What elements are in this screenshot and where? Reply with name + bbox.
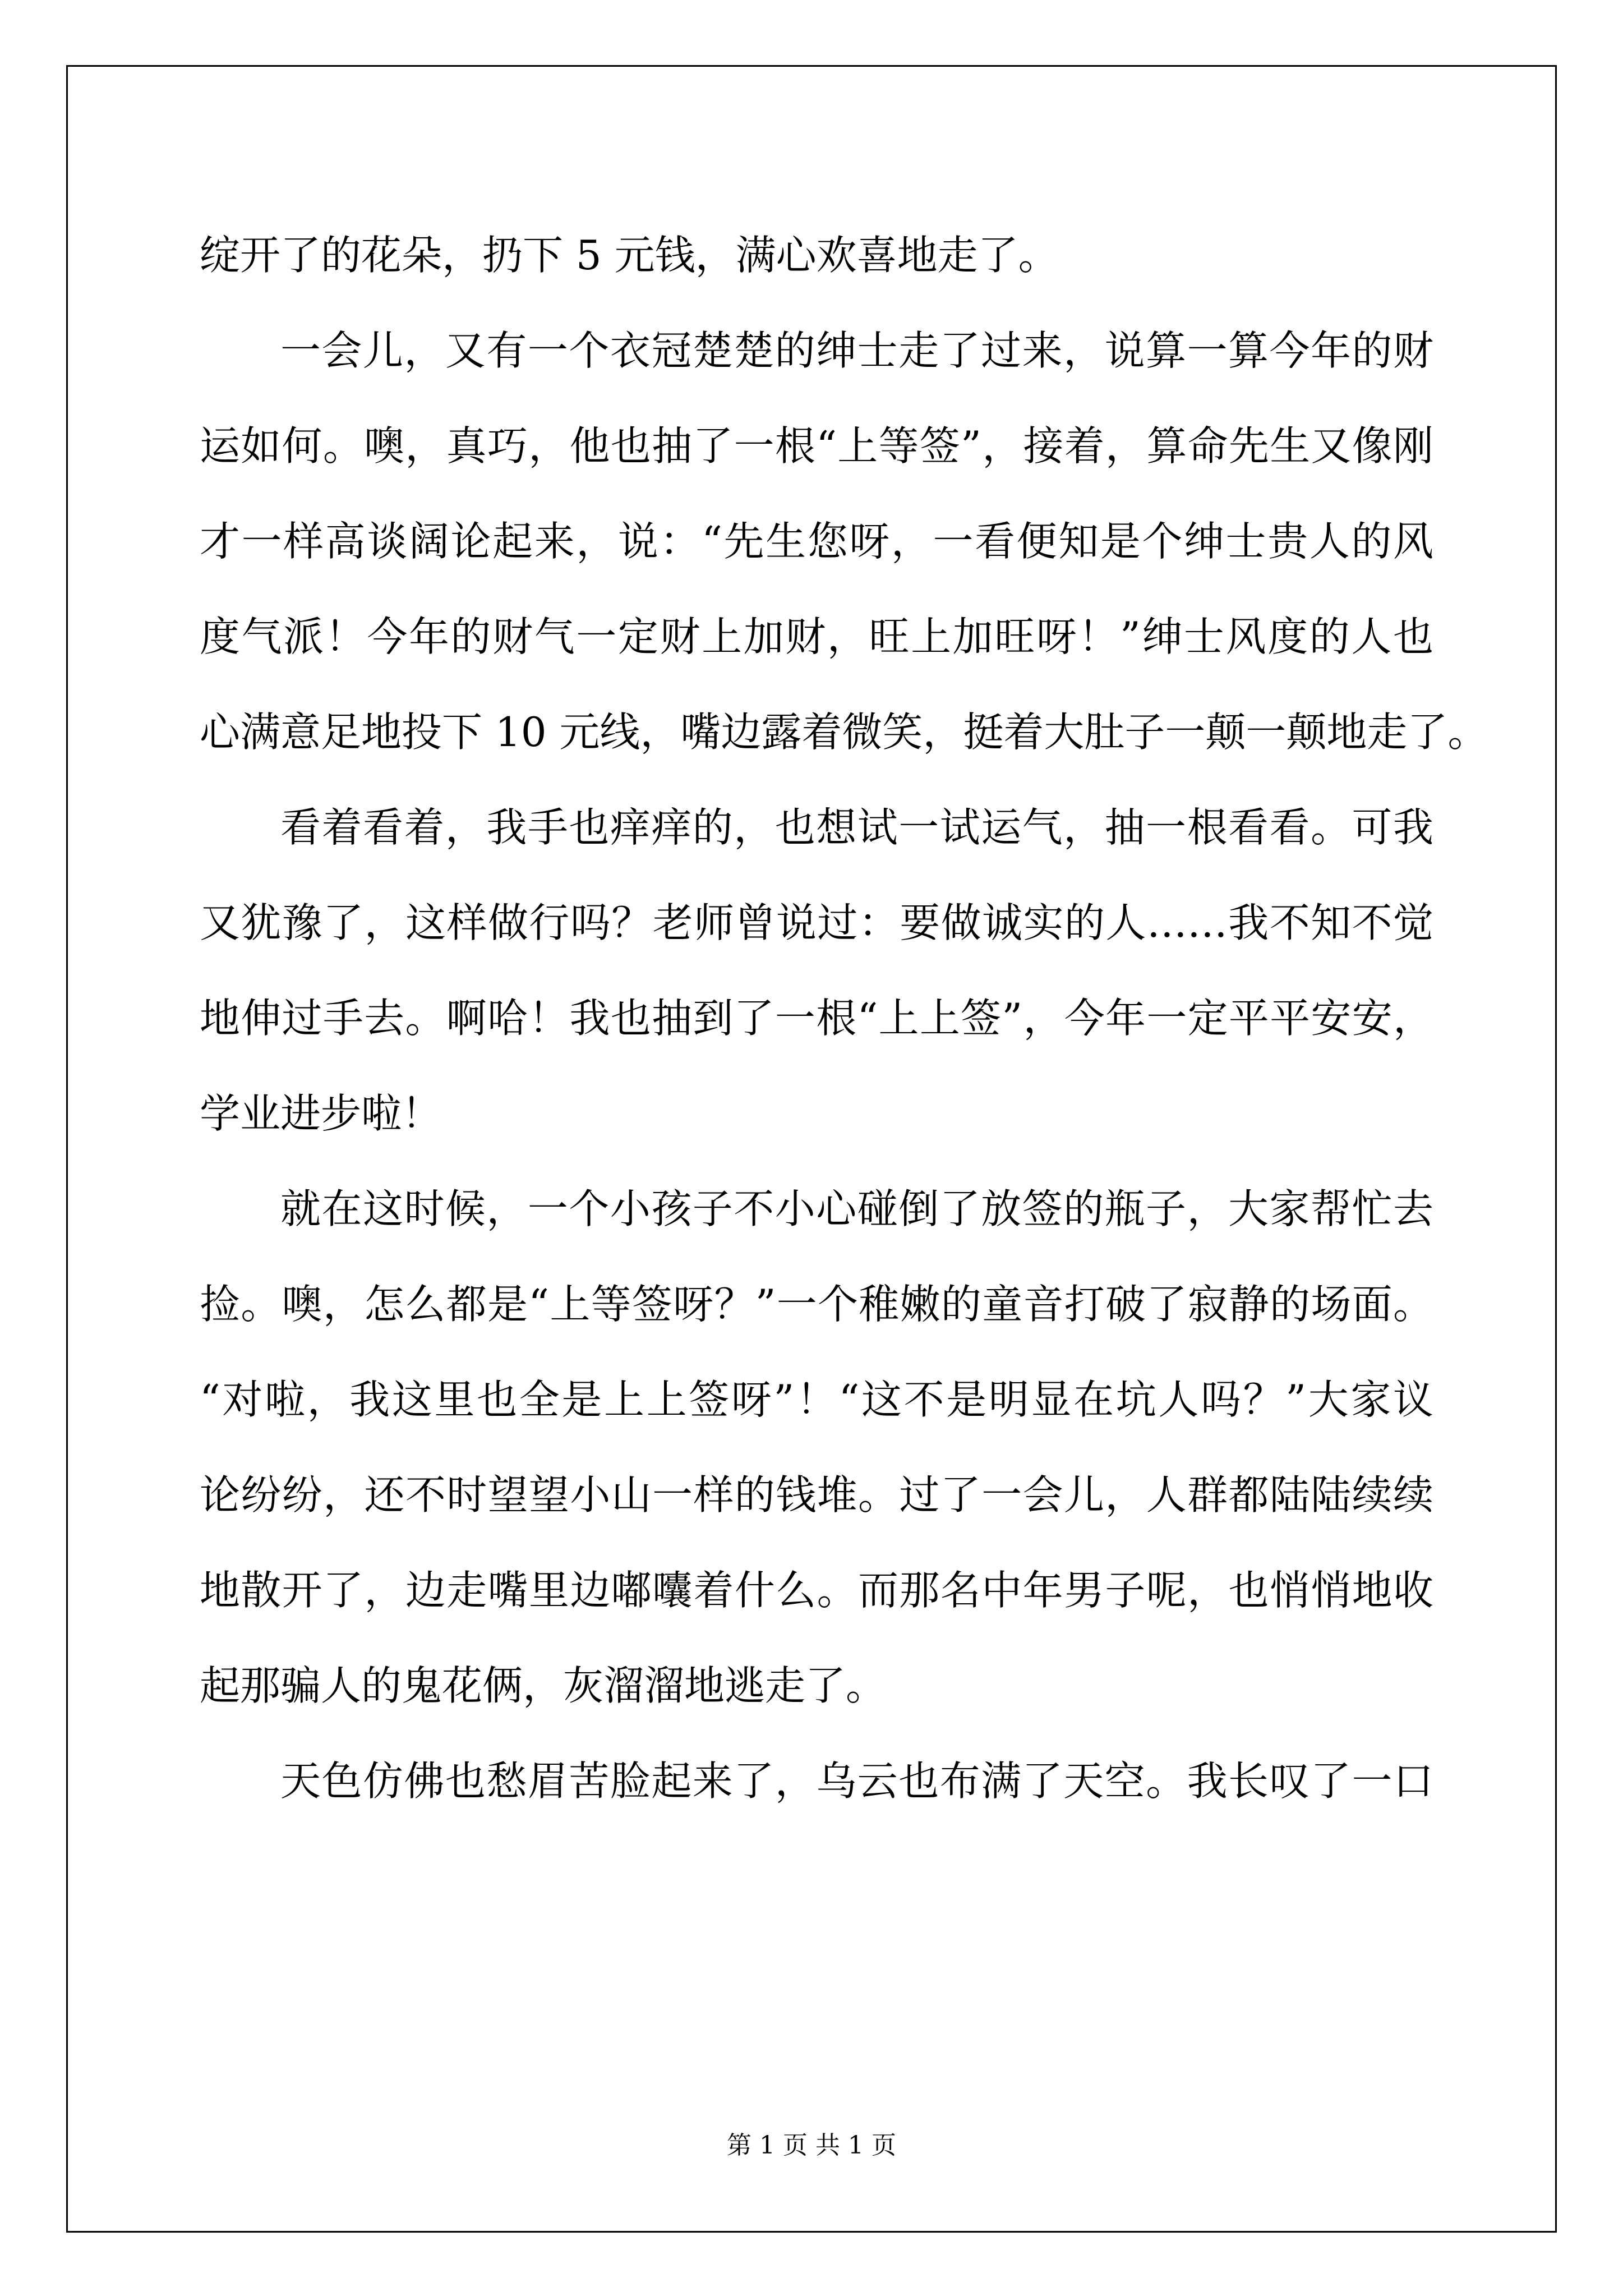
text-line-11: 就在这时候，一个小孩子不小心碰倒了放签的瓶子，大家帮忙去	[280, 1185, 1433, 1232]
text-line-7: 看着看着，我手也痒痒的，也想试一试运气，抽一根看看。可我	[280, 804, 1433, 851]
text-line-1: 绽开了的花朵，扔下 5 元钱，满心欢喜地走了。	[200, 232, 1059, 279]
text-line-17: 天色仿佛也愁眉苦脸起来了，乌云也布满了天空。我长叹了一口	[280, 1757, 1433, 1805]
text-line-5: 度气派！今年的财气一定财上加财，旺上加旺呀！”绅士风度的人也	[200, 613, 1433, 660]
page-number: 第 1 页 共 1 页	[727, 2131, 896, 2160]
text-line-4: 才一样高谈阔论起来，说：“先生您呀，一看便知是个绅士贵人的风	[200, 518, 1433, 565]
text-line-15: 地散开了，边走嘴里边嘟囔着什么。而那名中年男子呢，也悄悄地收	[200, 1567, 1433, 1614]
text-line-6: 心满意足地投下 10 元线，嘴边露着微笑，挺着大肚子一颠一颠地走了。	[200, 708, 1488, 756]
text-line-13: “对啦，我这里也全是上上签呀”！“这不是明显在坑人吗？”大家议	[200, 1376, 1433, 1423]
text-line-16: 起那骗人的鬼花俩，灰溜溜地逃走了。	[200, 1662, 887, 1709]
text-line-14: 论纷纷，还不时望望小山一样的钱堆。过了一会儿，人群都陆陆续续	[200, 1471, 1433, 1519]
page-footer	[0, 2125, 1623, 2161]
document-body	[200, 208, 1488, 1829]
text-line-3: 运如何。噢，真巧，他也抽了一根“上等签”，接着，算命先生又像刚	[200, 422, 1433, 470]
text-line-2: 一会儿，又有一个衣冠楚楚的绅士走了过来，说算一算今年的财	[280, 327, 1433, 374]
text-line-12: 捡。噢，怎么都是“上等签呀？”一个稚嫩的童音打破了寂静的场面。	[200, 1281, 1433, 1328]
text-line-10: 学业进步啦！	[200, 1090, 442, 1137]
text-line-8: 又犹豫了，这样做行吗？老师曾说过：要做诚实的人……我不知不觉	[200, 899, 1433, 946]
text-line-9: 地伸过手去。啊哈！我也抽到了一根“上上签”，今年一定平平安安，	[200, 995, 1433, 1042]
